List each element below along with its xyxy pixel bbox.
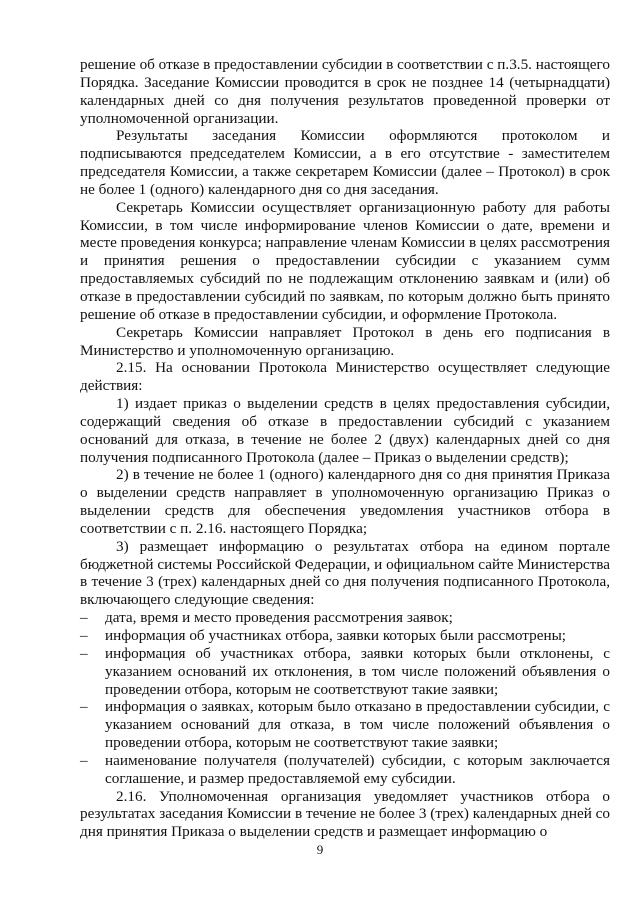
list-item [80,645,610,699]
paragraph-action-3: 3) размещает информацию о результатах отбора на едином портале бюджетной системы Российской Федерации, и официальном сайте Министерства в течение 3 (трех) календарных дней со дня получения подписанного Протокола, включающего следующие сведения: [80,537,610,609]
info-list [80,609,610,787]
list-item-text: информация об участниках отбора, заявки которых были рассмотрены; [105,627,567,644]
paragraph-action-1: 1) издает приказ о выделении средств в целях предоставления субсидии, содержащий сведения об отказе в предоставлении субсидий с указанием оснований для отказа, в течение не более 2 (двух) календарных дней со дня получения подписанного Протокола (далее – Приказ о выделении средств); [80,395,610,466]
dash-bullet: – [80,751,88,769]
list-item [80,752,610,788]
paragraph-continuation: решение об отказе в предоставлении субсидии в соответствии с п.3.5. настоящего Порядка. Заседание Комиссии проводится в срок не позднее 14 (четырнадцати) календарных дней со дня получения результатов проведенной проверки от уполномоченной организации. [80,56,610,127]
paragraph-protocol-results: Результаты заседания Комиссии оформляются протоколом и подписываются председателем Комиссии, а в его отсутствие - заместителем председателя Комиссии, а также секретарем Комиссии (далее – Протокол) в срок не более 1 (одного) календарного дня со дня заседания. [80,127,610,198]
dash-bullet: – [80,627,88,644]
dash-bullet: – [80,644,88,662]
list-item [80,609,610,627]
paragraph-secretary-sends: Секретарь Комиссии направляет Протокол в день его подписания в Министерство и уполномоченную организацию. [80,323,610,359]
list-item-text: информация об участниках отбора, заявки которых были отклонены, с указанием оснований их отклонения, в том числе положений объявления о проведении отбора, которым не соответствуют такие заявки; [105,644,610,698]
page-number: 9 [316,842,324,857]
paragraph-action-2: 2) в течение не более 1 (одного) календарного дня со дня принятия Приказа о выделении средств направляет в уполномоченную организацию Приказ о выделении средств для обеспечения уведомления участников отбора в соответствии с п. 2.16. настоящего Порядка; [80,466,610,537]
paragraph-section-2-16: 2.16. Уполномоченная организация уведомляет участников отбора о результатах заседания Комиссии в течение не более 3 (трех) календарных дней со дня принятия Приказа о выделении средств и размещает информацию о [80,787,610,841]
document-body [80,56,610,841]
paragraph-section-2-15: 2.15. На основании Протокола Министерство осуществляет следующие действия: [80,359,610,395]
list-item-text: информация о заявках, которым было отказано в предоставлении субсидии, с указанием оснований для отказа, в том числе положений объявления о проведении отбора, которым не соответствуют такие заявки; [105,698,610,752]
list-item [80,627,610,645]
list-item-text: наименование получателя (получателей) субсидии, с которым заключается соглашение, и размер предоставляемой ему субсидии. [105,751,610,787]
list-item [80,698,610,752]
dash-bullet: – [80,609,88,627]
dash-bullet: – [80,698,88,716]
list-item-text: дата, время и место проведения рассмотрения заявок; [105,609,453,627]
paragraph-secretary-duties: Секретарь Комиссии осуществляет организационную работу для работы Комиссии, в том числе информирование членов Комиссии о дате, времени и месте проведения конкурса; направление членам Комиссии в целях рассмотрения и принятия решения о предоставлении субсидии с указанием сумм предоставляемых субсидий по не подлежащим отклонению заявкам и (или) об отказе в предоставлении субсидий по заявкам, по которым должно быть принято решение об отказе в предоставлении субсидии, и оформление Протокола. [80,198,610,323]
